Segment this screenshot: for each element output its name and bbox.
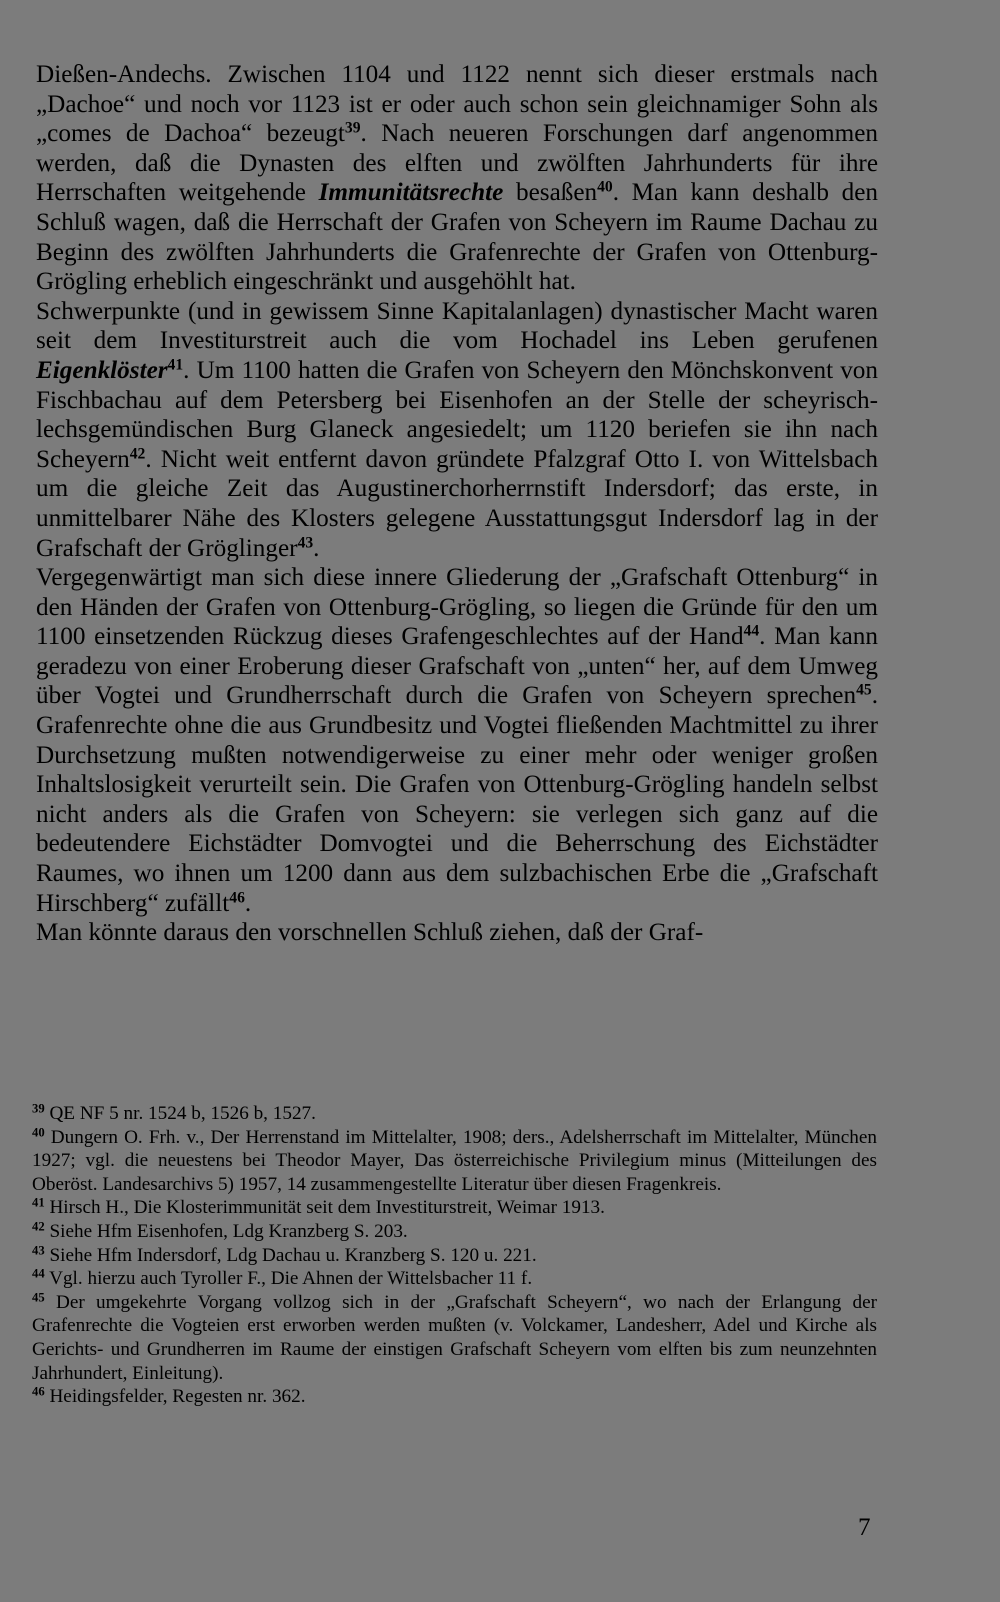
footnote-text: Hirsch H., Die Klosterimmunität seit dem Investiturstreit, Weimar 1913. xyxy=(49,1197,605,1219)
footnote xyxy=(32,1102,877,1126)
text-run: Vergegenwärtigt man sich diese innere Gliederung der „Grafschaft Ottenburg“ in den Händen der Grafen von Ottenburg-Grögling, so liegen die Gründe für den um 1100 einsetzenden Rückzug dieses Grafengeschlechtes auf der Hand xyxy=(36,564,878,651)
footnote-number: 41 xyxy=(32,1196,45,1211)
footnote xyxy=(32,1220,877,1244)
text-run: . Man kann geradezu von einer Eroberung dieser Grafschaft von „unten“ her, auf dem Umweg über Vogtei und Grundherrschaft durch die Grafen von Scheyern sprechen xyxy=(36,623,878,710)
paragraph xyxy=(36,563,878,918)
paragraph xyxy=(36,918,878,948)
footnote-text: Siehe Hfm Eisenhofen, Ldg Kranzberg S. 203. xyxy=(49,1220,408,1242)
footnote xyxy=(32,1244,877,1268)
text-run: . Um 1100 hatten die Grafen von Scheyern den Mönchskonvent von Fischbachau auf dem Petersberg bei Eisenhofen an der Stelle der scheyrisch-lechsgemündischen Burg Glaneck angesiedelt; um 1120 beriefen sie ihn nach Scheyern xyxy=(36,356,878,473)
footnote xyxy=(32,1126,877,1197)
footnote-ref: 46 xyxy=(229,889,245,907)
text-run: . Grafenrechte ohne die aus Grundbesitz und Vogtei fließenden Machtmittel zu ihrer Durchsetzung mußten notwendigerweise zu einer mehr oder weniger großen Inhaltslosigkeit verurteilt sein. Die Grafen von Ottenburg-Grögling handeln selbst nicht anders als die Grafen von Scheyern: sie verlegen sich ganz auf die bedeutendere Eichstädter Domvogtei und die Beherrschung des Eichstädter Raumes, wo ihnen um 1200 dann aus dem sulzbachischen Erbe die „Grafschaft Hirschberg“ zufällt xyxy=(36,682,878,917)
footnote-ref: 42 xyxy=(129,445,146,463)
footnote-number: 45 xyxy=(32,1290,45,1305)
footnote-text: Siehe Hfm Indersdorf, Ldg Dachau u. Kranzberg S. 120 u. 221. xyxy=(49,1244,537,1266)
footnote-ref: 45 xyxy=(856,681,872,699)
footnote-number: 44 xyxy=(32,1266,45,1281)
footnote-number: 46 xyxy=(32,1384,45,1399)
footnote-text: QE NF 5 nr. 1524 b, 1526 b, 1527. xyxy=(49,1103,316,1124)
footnote xyxy=(32,1291,877,1385)
footnote-ref: 41 xyxy=(167,356,184,374)
footnote-text: Heidingsfelder, Regesten nr. 362. xyxy=(49,1386,306,1408)
text-run: . Nach neueren Forschungen darf angenommen werden, daß die Dynasten des elften und zwölften Jahrhunderts für ihre Herrschaften weitgehende xyxy=(36,120,878,207)
footnotes xyxy=(32,1102,877,1409)
footnote xyxy=(32,1267,877,1291)
text-run: Schwerpunkte (und in gewissem Sinne Kapitalanlagen) dynastischer Macht waren seit dem Investiturstreit auch die vom Hochadel ins Leben gerufenen xyxy=(36,297,878,355)
text-run: . xyxy=(244,889,252,917)
text-run: . Man kann deshalb den Schluß wagen, daß die Herrschaft der Grafen von Scheyern im Raume Dachau zu Beginn des zwölften Jahrhunderts die Grafenrechte der Grafen von Ottenburg-Grögling erheblich eingeschränkt und ausgehöhlt hat. xyxy=(36,179,879,296)
text-run: Dießen-Andechs. Zwischen 1104 und 1122 nennt sich dieser erstmals nach „Dachoe“ und noch vor 1123 ist er oder auch schon sein gleichnamiger Sohn als „comes de Dachoa“ bezeugt xyxy=(36,61,878,148)
footnote-ref: 40 xyxy=(597,178,613,196)
footnote-number: 40 xyxy=(32,1125,45,1140)
footnote-number: 42 xyxy=(32,1219,45,1234)
footnote-ref: 44 xyxy=(743,622,760,640)
footnote xyxy=(32,1196,877,1220)
footnote-number: 43 xyxy=(32,1243,45,1258)
footnote-number: 39 xyxy=(32,1101,45,1116)
main-text xyxy=(36,60,878,948)
footnote-text: Vgl. hierzu auch Tyroller F., Die Ahnen der Wittelsbacher 11 f. xyxy=(49,1268,533,1290)
page-number: 7 xyxy=(858,1514,871,1541)
text-run: . xyxy=(313,534,320,562)
footnote-ref: 43 xyxy=(297,533,314,551)
text-run: Man könnte daraus den vorschnellen Schluß ziehen, daß der Graf- xyxy=(36,919,704,947)
footnote-text: Dungern O. Frh. v., Der Herrenstand im Mittelalter, 1908; ders., Adelsherrschaft im Mittelalter, München 1927; vgl. die neuestens bei Theodor Mayer, Das österreichische Privilegium minus (Mitteilungen des Oberöst. Landesarchivs 5) 1957, 14 zusammengestellte Literatur über diesen Fragenkreis. xyxy=(32,1126,877,1195)
paragraph xyxy=(36,60,878,297)
footnote-text: Der umgekehrte Vorgang vollzog sich in der „Grafschaft Scheyern“, wo nach der Erlangung der Grafenrechte die Vogteien erst erworben werden mußten (v. Volckamer, Landesherr, Adel und Kirche als Gerichts- und Grundherren im Raume der einstigen Grafschaft Scheyern vom elften bis zum neunzehnten Jahrhundert, Einleitung). xyxy=(32,1291,877,1384)
footnote-ref: 39 xyxy=(344,119,361,137)
paragraph xyxy=(36,297,878,563)
text-run: besaßen xyxy=(503,179,598,207)
text-run: . Nicht weit entfernt davon gründete Pfalzgraf Otto I. von Wittelsbach um die gleiche Zeit das Augustinerchorherrnstift Indersdorf; das erste, in unmittelbarer Nähe des Klosters gelegene Ausstattungsgut Indersdorf lag in der Grafschaft der Gröglinger xyxy=(36,445,878,562)
footnote xyxy=(32,1385,877,1409)
emphasized-term: Eigenklöster xyxy=(36,356,168,384)
emphasized-term: Immunitätsrechte xyxy=(318,179,504,207)
